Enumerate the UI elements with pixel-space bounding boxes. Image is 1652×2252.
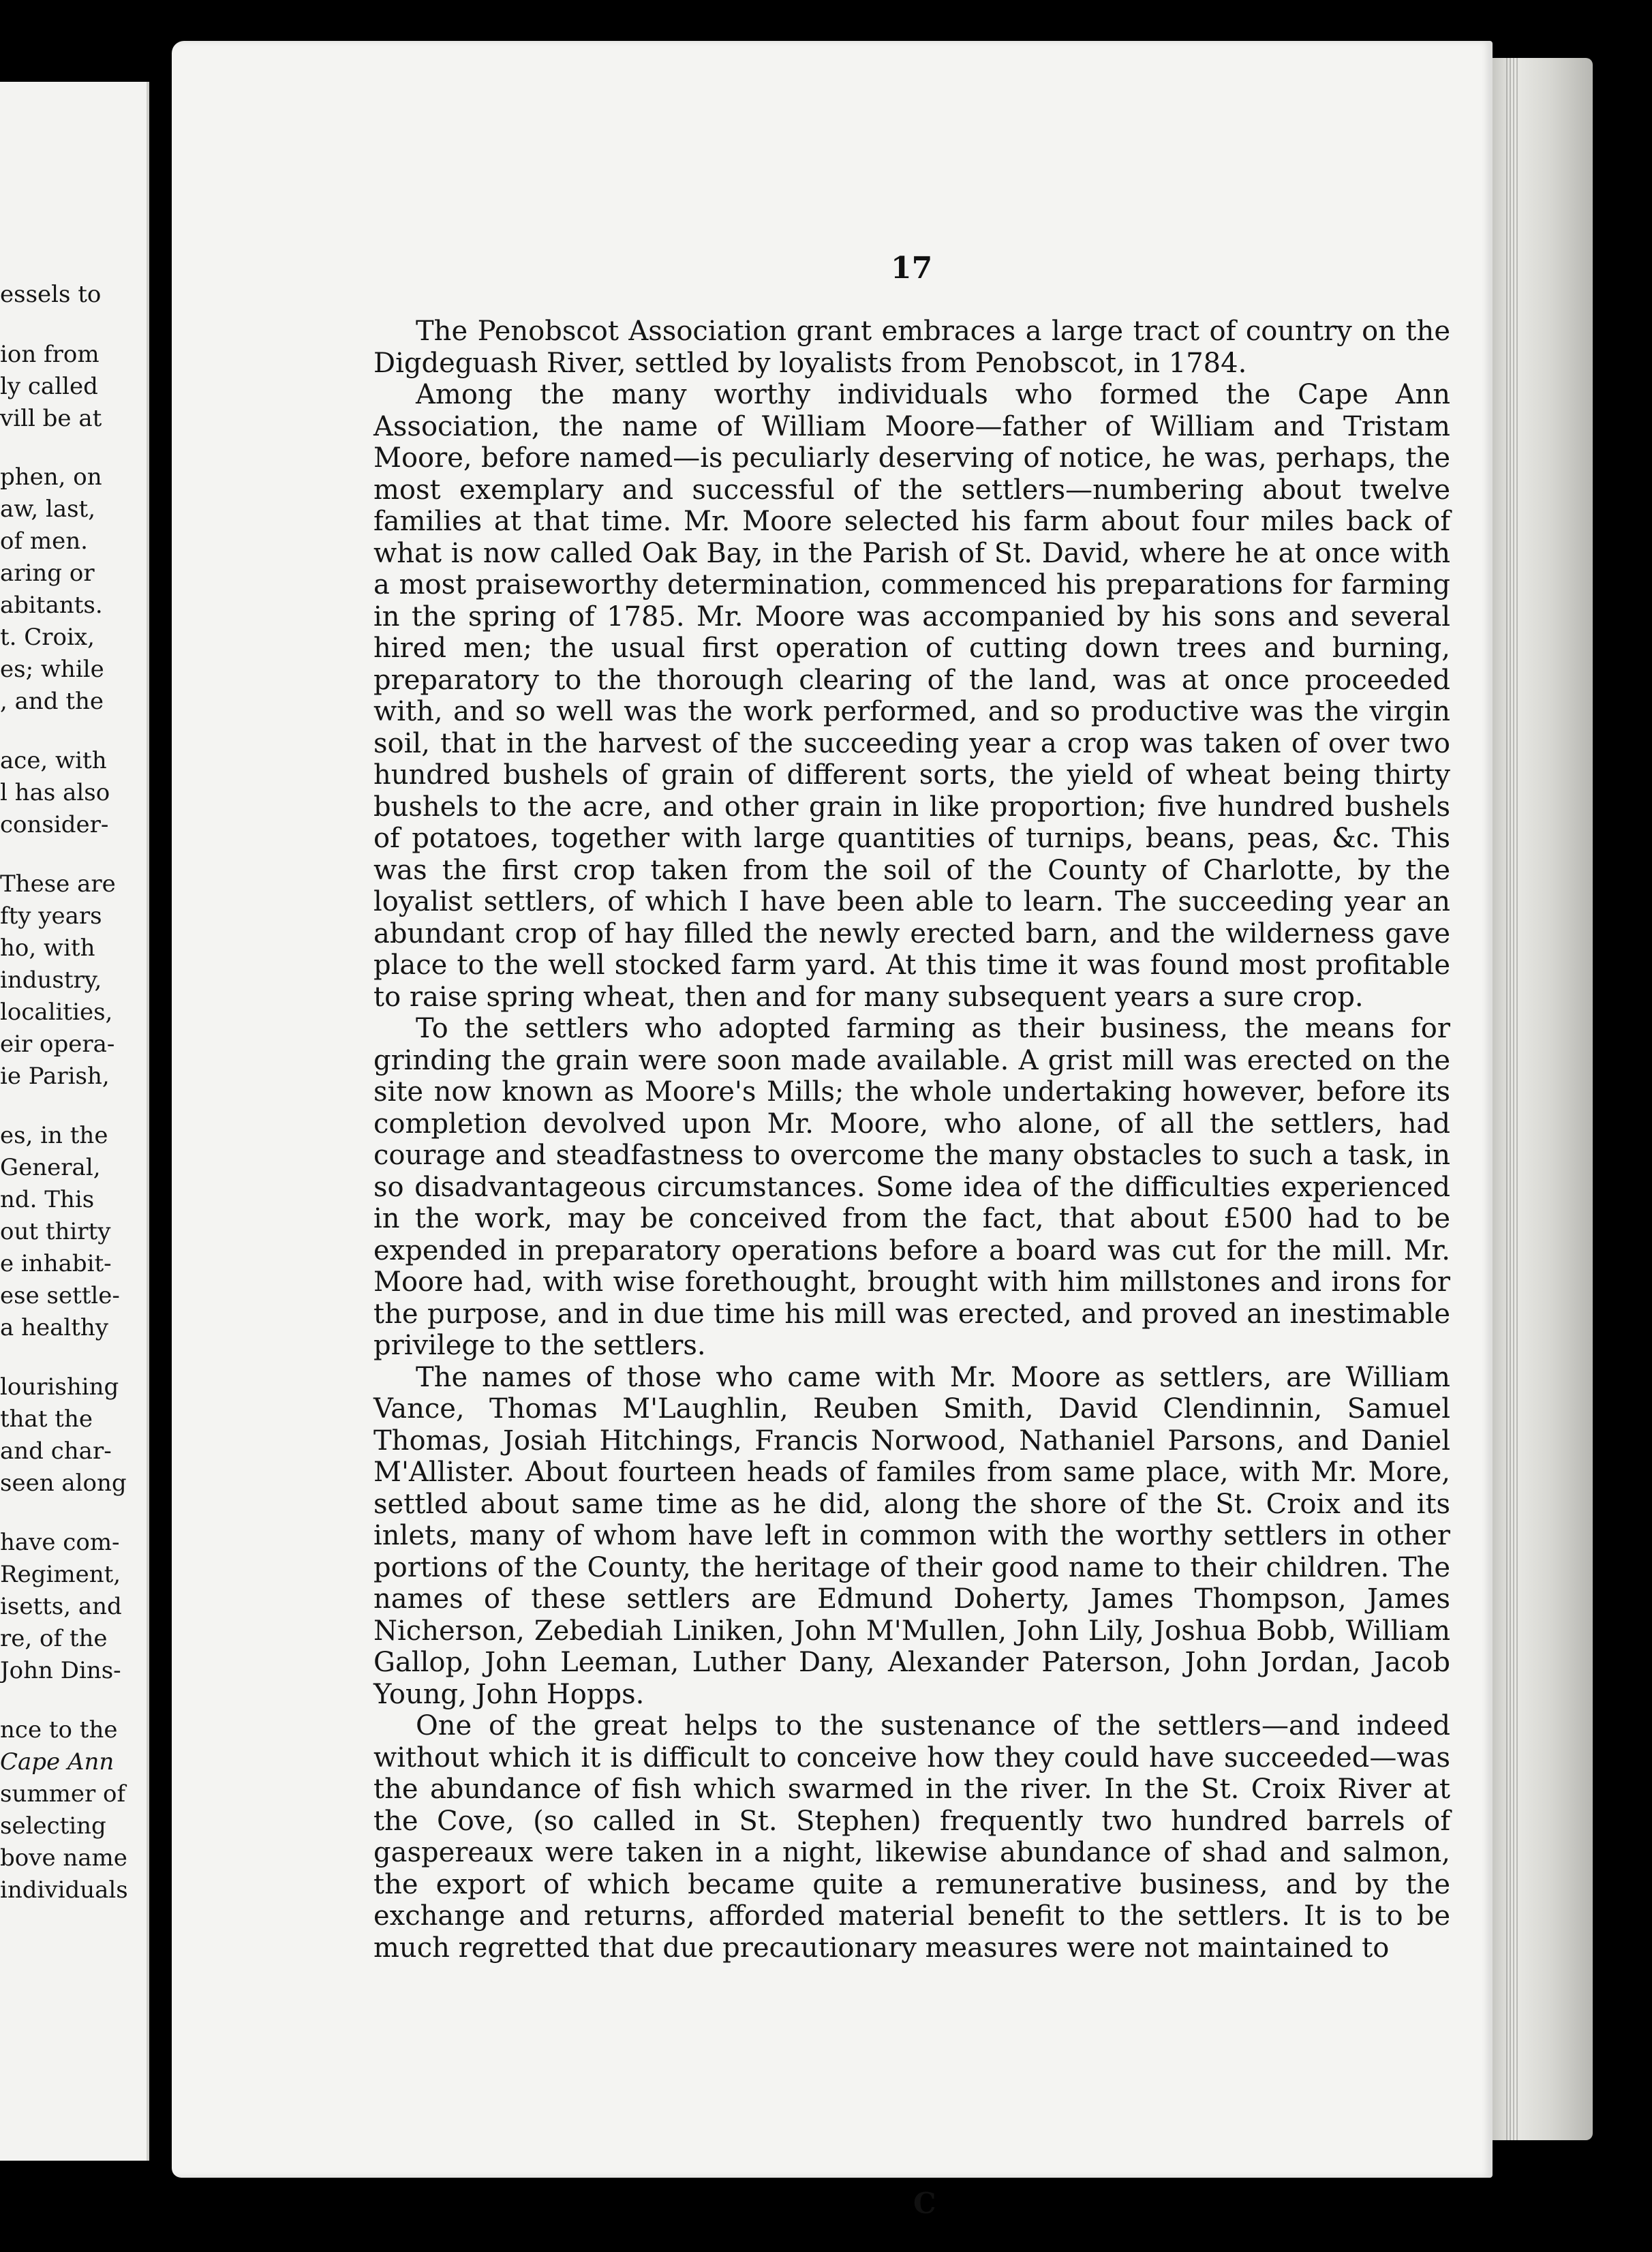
left-page-line: Regiment, [0,1561,121,1588]
book-page [172,41,1493,2220]
page-stack-edge [1487,58,1593,2140]
left-page-line: These are [0,870,116,898]
paragraph-penobscot-association: The Penobscot Association grant embraces a large tract of country on the Digdeguash River, settled by loyalists from Penobscot, in 1784. [373,316,1450,379]
left-page-line: industry, [0,967,102,994]
left-page-line: seen along [0,1470,127,1497]
left-page-line: isetts, and [0,1593,122,1620]
left-facing-page [0,82,149,2161]
left-page-line: vill be at [0,405,102,432]
left-page-line: General, [0,1154,101,1181]
left-page-line: ace, with [0,747,107,774]
paragraph-fish-abundance: One of the great helps to the sustenance of the settlers—and indeed without which it is difficult to conceive how they could have succeeded—was the abundance of fish which swarmed in the river. In the St. Croix River at the Cove, (so called in St. Stephen) frequently two hundred barrels of gaspereaux were taken in a night, likewise abundance of shad and salmon, the export of which became quite a remunerative business, and by the exchange and returns, afforded material benefit to the settlers. It is to be much regretted that due precautionary measures were not maintained to [373,1710,1450,1964]
left-page-line: ie Parish, [0,1063,110,1090]
left-page-line: nce to the [0,1716,118,1744]
left-page-line: ion from [0,341,100,368]
left-page-line: essels to [0,281,102,308]
left-page-line: phen, on [0,463,102,491]
paragraph-cape-ann-association: Among the many worthy individuals who formed the Cape Ann Association, the name of William Moore—father of William and Tristam Moore, before named—is peculiarly deserving of notice, he was, perhaps, the most exemplary and successful of the settlers—numbering about twelve families at that time. Mr. Moore selected his farm about four miles back of what is now called Oak Bay, in the Parish of St. David, where he at once with a most praiseworthy determination, commenced his preparations for farming in the spring of 1785. Mr. Moore was accompanied by his sons and several hired men; the usual first operation of cutting down trees and burning, preparatory to the thorough clearing of the land, was at once proceeded with, and so well was the work performed, and so productive was the virgin soil, that in the harvest of the succeeding year a crop was taken of over two hundred bushels of grain of different sorts, the yield of wheat being thirty bushels to the acre, and other grain in like proportion; five hundred bushels of potatoes, together with large quantities of turnips, beans, peas, &c. This was the first crop taken from the soil of the County of Charlotte, by the loyalist settlers, of which I have been able to learn. The succeeding year an abundant crop of hay filled the newly erected barn, and the wilderness gave place to the well stocked farm yard. At this time it was found most profitable to raise spring wheat, then and for many subsequent years a sure crop. [373,379,1450,1013]
left-page-line: of men. [0,528,88,555]
left-page-line: es, in the [0,1122,108,1149]
left-page-line: re, of the [0,1625,108,1652]
paragraph-settler-names: The names of those who came with Mr. Moore as settlers, are William Vance, Thomas M'Laughlin, Reuben Smith, David Clendinnin, Samuel Thomas, Josiah Hitchings, Francis Norwood, Nathaniel Parsons, and Daniel M'Allister. About fourteen heads of familes from same place, with Mr. More, settled about same time as he did, along the shore of the St. Croix and its inlets, many of whom have left in common with the worthy settlers in other portions of the County, the heritage of their good name to their children. The names of these settlers are Edmund Doherty, James Thompson, James Nicherson, Zebediah Liniken, John M'Mullen, John Lily, Joshua Bobb, William Gallop, John Leeman, Luther Dany, Alexander Paterson, John Jordan, Jacob Young, John Hopps. [373,1361,1450,1710]
left-page-line: a healthy [0,1314,109,1341]
left-page-line: John Dins- [0,1657,121,1684]
left-page-line: ho, with [0,934,95,962]
left-page-line: abitants. [0,592,103,619]
left-page-line: individuals [0,1876,128,1904]
left-page-line: bove name [0,1844,127,1872]
left-page-line: and char- [0,1437,112,1465]
left-page-line: l has also [0,779,110,806]
left-page-line: fty years [0,902,102,930]
left-page-line: ese settle- [0,1282,120,1309]
page-number: 17 [891,251,933,286]
left-page-line: consider- [0,811,109,838]
left-page-line: t. Croix, [0,624,95,651]
left-page-line: lourishing [0,1373,119,1401]
left-page-line: es; while [0,656,104,683]
left-page-line: , and the [0,688,104,715]
left-page-line: nd. This [0,1186,95,1213]
left-page-line: localities, [0,999,113,1026]
left-page-line: ly called [0,373,98,400]
paragraph-grist-mill: To the settlers who adopted farming as their business, the means for grinding the grain were soon made available. A grist mill was erected on the site now known as Moore's Mills; the whole undertaking however, before its completion devolved upon Mr. Moore, who alone, of all the settlers, had courage and steadfastness to overcome the many obstacles to such a task, in so disadvantageous circumstances. Some idea of the difficulties experienced in the work, may be conceived from the fact, that about £500 had to be expended in preparatory operations before a board was cut for the mill. Mr. Moore had, with wise forethought, brought with him millstones and irons for the purpose, and in due time his mill was erected, and proved an inestimable privilege to the settlers. [373,1013,1450,1361]
left-page-line: selecting [0,1812,106,1840]
signature-mark: C [913,2187,936,2220]
left-page-line: out thirty [0,1218,111,1245]
left-page-line: aw, last, [0,496,96,523]
left-page-line: aring or [0,560,95,587]
left-page-line: that the [0,1405,93,1433]
left-page-line: e inhabit- [0,1250,112,1277]
page-body [373,316,1450,1964]
left-page-line: Cape Ann [0,1748,114,1776]
left-page-line: have com- [0,1529,120,1556]
left-page-line: summer of [0,1780,126,1808]
left-page-line: eir opera- [0,1031,115,1058]
